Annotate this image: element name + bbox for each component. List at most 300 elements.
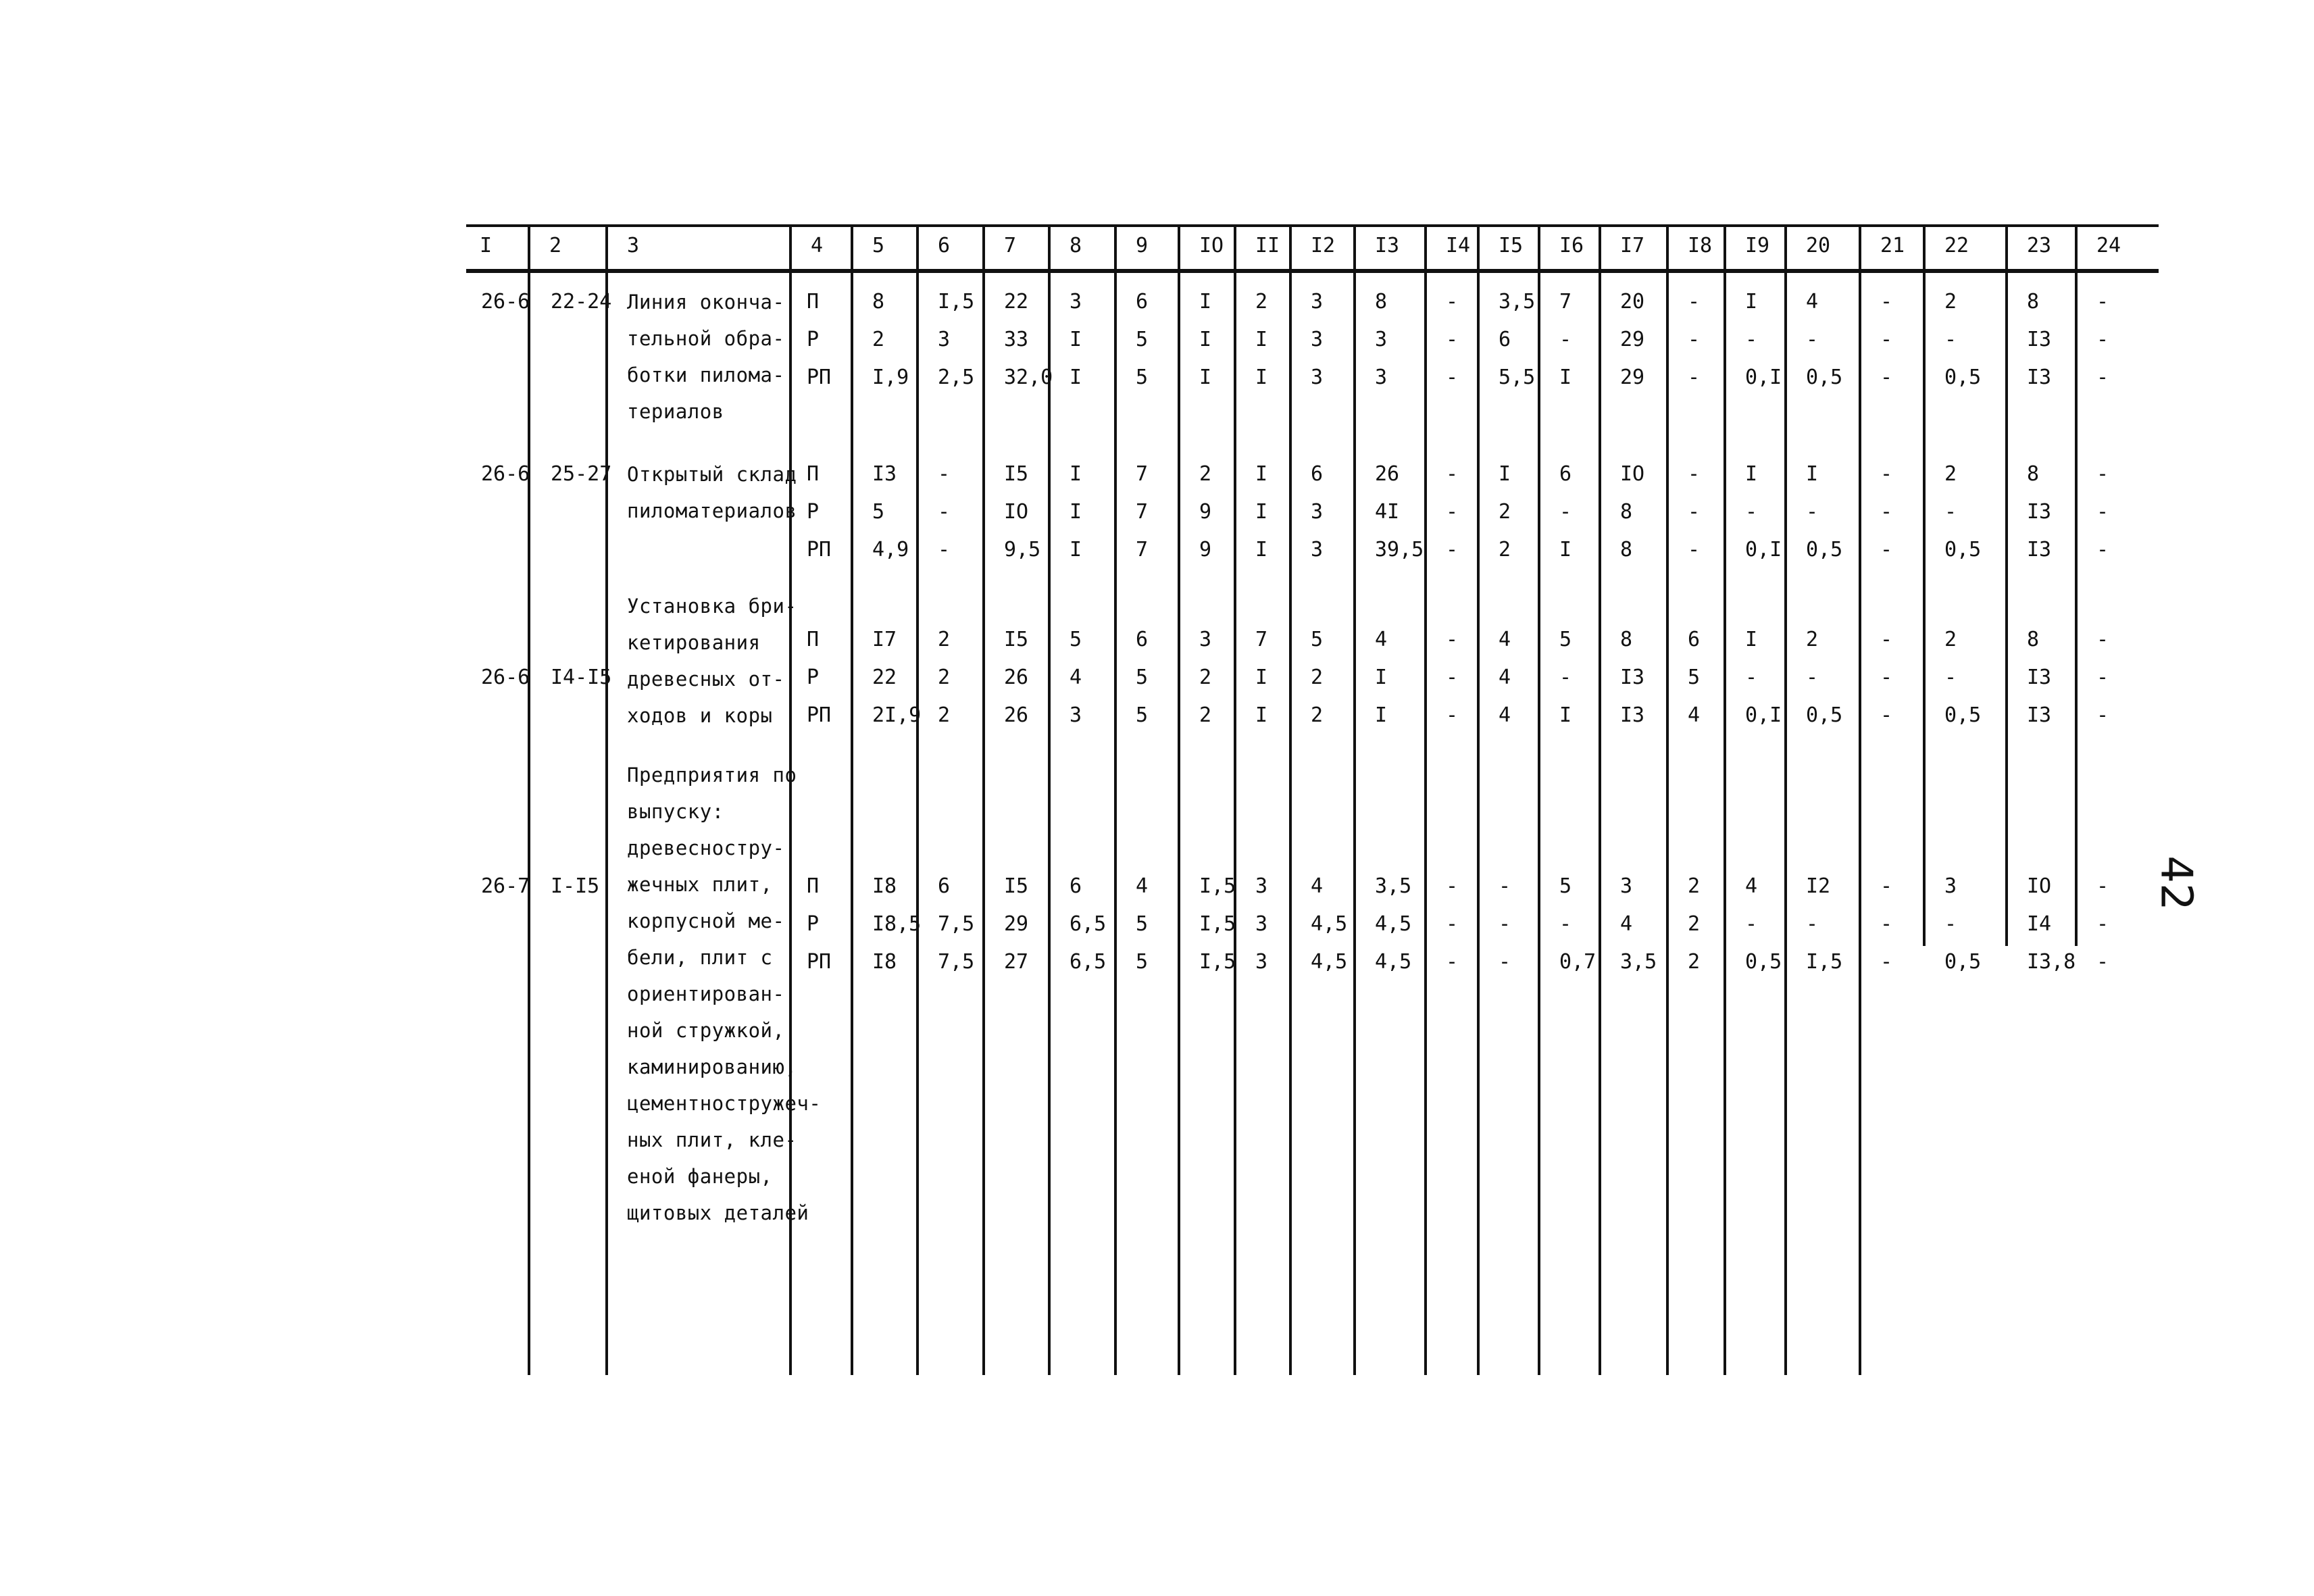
table-cell: -	[1446, 366, 1459, 389]
table-cell: 2I,9	[872, 703, 922, 727]
table-cell: I,5	[1199, 950, 1236, 974]
table-cell: -	[1446, 290, 1459, 314]
table-cell: I3	[1620, 703, 1645, 727]
table-cell: 33	[1004, 328, 1029, 351]
table-top-rule	[466, 224, 2159, 227]
table-cell: 3	[1311, 290, 1324, 314]
description-line: тельной обра-	[627, 327, 785, 350]
table-cell: I5	[1004, 874, 1029, 898]
table-cell: 2	[1199, 462, 1212, 486]
table-cell: -	[1688, 366, 1701, 389]
table-cell: 2,5	[938, 366, 975, 389]
description-line: Линия оконча-	[627, 291, 785, 314]
table-cell: -	[1880, 462, 1893, 486]
table-cell: 6	[1499, 328, 1511, 351]
column-header-3: 3	[627, 234, 640, 257]
column-divider	[1424, 224, 1427, 1375]
row-type: Р	[807, 500, 820, 524]
table-cell: 5	[1136, 703, 1149, 727]
column-divider	[2075, 224, 2078, 946]
table-cell: -	[2096, 538, 2109, 562]
table-cell: 3	[1311, 328, 1324, 351]
table-cell: I7	[872, 628, 897, 651]
table-cell: I	[1199, 366, 1212, 389]
header-bottom-rule	[466, 269, 2159, 273]
table-cell: -	[1446, 874, 1459, 898]
table-cell: 4	[1688, 703, 1701, 727]
table-cell: -	[1880, 290, 1893, 314]
group-range: 22-24	[551, 290, 612, 314]
table-cell: -	[1880, 628, 1893, 651]
table-cell: -	[2096, 912, 2109, 936]
table-cell: 9	[1199, 500, 1212, 524]
description-line: цементностружеч-	[627, 1092, 822, 1115]
table-cell: I3	[2027, 500, 2052, 524]
table-cell: 4	[1620, 912, 1633, 936]
description-line: ходов и коры	[627, 704, 773, 727]
table-cell: 39,5	[1375, 538, 1424, 562]
table-cell: -	[1559, 500, 1572, 524]
table-cell: I	[1255, 462, 1268, 486]
table-cell: IO	[2027, 874, 2052, 898]
table-cell: -	[1745, 500, 1758, 524]
description-line: Открытый склад	[627, 463, 797, 486]
table-cell: 20	[1620, 290, 1645, 314]
table-cell: 5	[1136, 666, 1149, 689]
table-cell: 3	[1070, 703, 1082, 727]
table-cell: -	[1688, 538, 1701, 562]
table-cell: 2	[1311, 703, 1324, 727]
table-cell: I3	[872, 462, 897, 486]
table-cell: I5	[1004, 628, 1029, 651]
table-cell: 22	[1004, 290, 1029, 314]
table-cell: 6,5	[1070, 950, 1107, 974]
table-cell: 4,9	[872, 538, 909, 562]
table-cell: -	[2096, 462, 2109, 486]
table-cell: 8	[872, 290, 885, 314]
table-cell: 4	[1499, 666, 1511, 689]
column-divider	[1724, 224, 1726, 1375]
column-divider	[528, 224, 530, 1375]
table-cell: 2	[1688, 874, 1701, 898]
table-cell: -	[1446, 462, 1459, 486]
row-type: Р	[807, 912, 820, 936]
table-cell: -	[1880, 666, 1893, 689]
table-cell: 6	[1311, 462, 1324, 486]
table-cell: -	[1446, 628, 1459, 651]
table-cell: 4	[1311, 874, 1324, 898]
table-cell: 3	[1375, 366, 1388, 389]
table-cell: 2	[872, 328, 885, 351]
table-cell: 4	[1745, 874, 1758, 898]
table-cell: I	[1559, 703, 1572, 727]
column-divider	[2005, 224, 2008, 946]
table-cell: -	[1745, 666, 1758, 689]
table-cell: 2	[1255, 290, 1268, 314]
table-cell: I	[1070, 500, 1082, 524]
column-divider	[1538, 224, 1540, 1375]
column-header-6: 6	[938, 234, 951, 257]
column-header-1: I	[480, 234, 493, 257]
table-cell: 8	[2027, 290, 2040, 314]
table-cell: I	[1199, 328, 1212, 351]
column-header-22: 22	[1944, 234, 1969, 257]
table-cell: -	[1806, 328, 1819, 351]
table-cell: IO	[1620, 462, 1645, 486]
table-cell: 6	[1136, 628, 1149, 651]
table-cell: I	[1255, 328, 1268, 351]
description-line: древесностру-	[627, 837, 785, 859]
table-cell: I	[1559, 366, 1572, 389]
table-cell: I8	[872, 950, 897, 974]
column-header-21: 21	[1880, 234, 1905, 257]
table-cell: 7	[1255, 628, 1268, 651]
description-line: пиломатериалов	[627, 499, 797, 522]
table-cell: -	[938, 462, 951, 486]
table-cell: -	[1446, 912, 1459, 936]
table-cell: -	[2096, 666, 2109, 689]
table-cell: 3	[1255, 912, 1268, 936]
table-cell: 29	[1620, 366, 1645, 389]
table-cell: 0,5	[1944, 538, 1982, 562]
table-cell: 8	[2027, 628, 2040, 651]
table-cell: 7	[1136, 500, 1149, 524]
column-divider	[1353, 224, 1356, 1375]
description-line: щитовых деталей	[627, 1201, 809, 1224]
table-cell: -	[2096, 628, 2109, 651]
table-cell: -	[1880, 366, 1893, 389]
table-cell: -	[1688, 462, 1701, 486]
table-cell: I	[1745, 290, 1758, 314]
table-cell: 2	[1499, 500, 1511, 524]
table-cell: 2	[1944, 628, 1957, 651]
table-cell: 0,5	[1944, 366, 1982, 389]
column-divider	[1599, 224, 1601, 1375]
table-cell: 8	[1620, 500, 1633, 524]
table-cell: 26	[1004, 703, 1029, 727]
description-line: корпусной ме-	[627, 909, 785, 932]
table-cell: 6	[938, 874, 951, 898]
table-cell: 7,5	[938, 912, 975, 936]
table-cell: I	[1745, 462, 1758, 486]
table-cell: 3	[938, 328, 951, 351]
table-cell: I	[1255, 666, 1268, 689]
table-cell: -	[1880, 328, 1893, 351]
column-header-23: 23	[2027, 234, 2052, 257]
table-cell: 6	[1136, 290, 1149, 314]
column-header-4: 4	[811, 234, 824, 257]
table-cell: I,5	[1199, 912, 1236, 936]
table-cell: 0,5	[1806, 366, 1843, 389]
table-cell: I3	[2027, 366, 2052, 389]
table-cell: 2	[1199, 666, 1212, 689]
column-header-16: I6	[1559, 234, 1584, 257]
table-cell: 2	[938, 628, 951, 651]
table-cell: 5	[1070, 628, 1082, 651]
table-cell: -	[1446, 703, 1459, 727]
table-cell: -	[1688, 328, 1701, 351]
table-cell: 2	[1688, 950, 1701, 974]
description-line: каминированию,	[627, 1055, 797, 1078]
table-cell: 6	[1688, 628, 1701, 651]
table-cell: 0,7	[1559, 950, 1596, 974]
table-cell: I	[1255, 366, 1268, 389]
table-cell: I	[1559, 538, 1572, 562]
column-header-9: 9	[1136, 234, 1149, 257]
table-cell: 4,5	[1375, 912, 1412, 936]
table-cell: -	[1499, 874, 1511, 898]
table-cell: I	[1070, 538, 1082, 562]
table-cell: I8,5	[872, 912, 922, 936]
row-type: П	[807, 628, 820, 651]
table-cell: 2	[938, 703, 951, 727]
table-cell: I3	[2027, 703, 2052, 727]
description-line: еной фанеры,	[627, 1165, 773, 1188]
group-range: 25-27	[551, 462, 612, 486]
table-cell: -	[2096, 950, 2109, 974]
row-type: Р	[807, 328, 820, 351]
table-cell: 5	[1559, 628, 1572, 651]
table-cell: 5	[1136, 912, 1149, 936]
table-cell: 5	[1136, 950, 1149, 974]
description-line: выпуску:	[627, 800, 724, 823]
table-cell: -	[1499, 950, 1511, 974]
table-cell: 3	[1311, 538, 1324, 562]
table-cell: 2	[1499, 538, 1511, 562]
table-cell: 22	[872, 666, 897, 689]
column-divider	[1666, 224, 1669, 1375]
table-cell: 9	[1199, 538, 1212, 562]
description-line: ных плит, кле-	[627, 1128, 797, 1151]
row-type: П	[807, 874, 820, 898]
column-header-13: I3	[1375, 234, 1400, 257]
table-cell: I3	[2027, 538, 2052, 562]
table-cell: -	[2096, 703, 2109, 727]
table-cell: 4,5	[1375, 950, 1412, 974]
column-divider	[1923, 224, 1926, 946]
column-header-17: I7	[1620, 234, 1645, 257]
column-divider	[1859, 224, 1861, 1375]
table-cell: -	[1446, 950, 1459, 974]
description-line: жечных плит,	[627, 873, 773, 896]
table-cell: -	[2096, 328, 2109, 351]
table-cell: 3	[1944, 874, 1957, 898]
column-header-10: IO	[1199, 234, 1224, 257]
table-cell: 0,I	[1745, 538, 1782, 562]
column-header-5: 5	[872, 234, 885, 257]
description-line: древесных от-	[627, 668, 785, 691]
table-cell: 3	[1255, 950, 1268, 974]
table-cell: 3,5	[1499, 290, 1536, 314]
table-cell: 4	[1070, 666, 1082, 689]
table-cell: I,5	[1806, 950, 1843, 974]
column-divider	[605, 224, 608, 1375]
group-code: 26-6	[481, 290, 530, 314]
table-cell: 4,5	[1311, 950, 1348, 974]
table-cell: 2	[1199, 703, 1212, 727]
table-cell: -	[1688, 290, 1701, 314]
table-cell: 0,I	[1745, 703, 1782, 727]
table-cell: I2	[1806, 874, 1831, 898]
column-divider	[1784, 224, 1787, 1375]
table-cell: 4	[1375, 628, 1388, 651]
table-cell: 7	[1559, 290, 1572, 314]
column-divider	[916, 224, 919, 1375]
table-cell: 4,5	[1311, 912, 1348, 936]
table-cell: I,5	[1199, 874, 1236, 898]
table-cell: I8	[872, 874, 897, 898]
table-cell: 4	[1499, 628, 1511, 651]
table-cell: 7	[1136, 538, 1149, 562]
table-cell: -	[1688, 500, 1701, 524]
table-cell: 26	[1375, 462, 1400, 486]
row-type: РП	[807, 703, 832, 727]
table-cell: -	[1880, 950, 1893, 974]
table-cell: 5	[872, 500, 885, 524]
table-cell: 8	[1620, 628, 1633, 651]
table-cell: 3	[1070, 290, 1082, 314]
table-cell: 6	[1070, 874, 1082, 898]
table-cell: 3,5	[1375, 874, 1412, 898]
table-cell: I3	[2027, 328, 2052, 351]
column-header-7: 7	[1004, 234, 1017, 257]
table-cell: 3	[1199, 628, 1212, 651]
column-header-19: I9	[1745, 234, 1770, 257]
table-cell: I3	[1620, 666, 1645, 689]
table-cell: I,5	[938, 290, 975, 314]
table-cell: 6	[1559, 462, 1572, 486]
table-cell: I	[1375, 703, 1388, 727]
table-cell: -	[1745, 328, 1758, 351]
description-line: териалов	[627, 400, 724, 423]
table-cell: 0,5	[1944, 950, 1982, 974]
column-divider	[982, 224, 985, 1375]
table-cell: -	[1446, 328, 1459, 351]
table-cell: 3	[1311, 500, 1324, 524]
table-cell: -	[1944, 912, 1957, 936]
table-cell: -	[1880, 703, 1893, 727]
row-type: РП	[807, 950, 832, 974]
column-header-2: 2	[549, 234, 562, 257]
group-code: 26-7	[481, 874, 530, 898]
table-cell: 32,0	[1004, 366, 1053, 389]
page-number: 42	[2150, 855, 2201, 911]
table-cell: I	[1745, 628, 1758, 651]
table-cell: 5,5	[1499, 366, 1536, 389]
table-cell: 0,5	[1806, 538, 1843, 562]
table-cell: -	[1559, 912, 1572, 936]
column-divider	[1178, 224, 1180, 1375]
table-cell: I	[1255, 538, 1268, 562]
table-cell: I	[1255, 500, 1268, 524]
group-code: 26-6	[481, 666, 530, 689]
description-line: ориентирован-	[627, 982, 785, 1005]
table-cell: -	[1745, 912, 1758, 936]
column-divider	[1477, 224, 1480, 1375]
column-header-8: 8	[1070, 234, 1082, 257]
table-cell: 5	[1688, 666, 1701, 689]
table-cell: I	[1499, 462, 1511, 486]
table-cell: 3,5	[1620, 950, 1657, 974]
group-code: 26-6	[481, 462, 530, 486]
group-range: I-I5	[551, 874, 600, 898]
table-cell: I	[1070, 462, 1082, 486]
table-cell: -	[1944, 500, 1957, 524]
table-cell: 2	[938, 666, 951, 689]
table-cell: 2	[1944, 462, 1957, 486]
table-cell: 8	[1620, 538, 1633, 562]
table-cell: 3	[1311, 366, 1324, 389]
table-cell: -	[1880, 538, 1893, 562]
table-cell: 7,5	[938, 950, 975, 974]
table-cell: 2	[1688, 912, 1701, 936]
table-cell: I	[1255, 703, 1268, 727]
table-cell: 29	[1004, 912, 1029, 936]
description-line: бели, плит с	[627, 946, 773, 969]
table-cell: -	[1944, 666, 1957, 689]
table-cell: -	[1880, 912, 1893, 936]
column-header-20: 20	[1806, 234, 1831, 257]
table-cell: -	[1806, 912, 1819, 936]
column-header-14: I4	[1446, 234, 1471, 257]
table-cell: -	[1559, 328, 1572, 351]
table-cell: 4	[1136, 874, 1149, 898]
row-type: РП	[807, 538, 832, 562]
table-cell: 3	[1620, 874, 1633, 898]
table-cell: 4I	[1375, 500, 1400, 524]
table-cell: 5	[1559, 874, 1572, 898]
table-cell: -	[1806, 500, 1819, 524]
table-cell: 26	[1004, 666, 1029, 689]
table-cell: 9,5	[1004, 538, 1041, 562]
table-cell: -	[2096, 290, 2109, 314]
table-cell: -	[2096, 500, 2109, 524]
table-cell: -	[1806, 666, 1819, 689]
description-line: ботки пилома-	[627, 364, 785, 386]
column-header-24: 24	[2096, 234, 2121, 257]
table-cell: 3	[1375, 328, 1388, 351]
column-header-18: I8	[1688, 234, 1713, 257]
row-type: П	[807, 462, 820, 486]
table-cell: I	[1199, 290, 1212, 314]
table-cell: 27	[1004, 950, 1029, 974]
column-divider	[1048, 224, 1051, 1375]
table-cell: -	[1446, 538, 1459, 562]
description-line: Установка бри-	[627, 595, 797, 618]
table-cell: 5	[1311, 628, 1324, 651]
description-line: ной стружкой,	[627, 1019, 785, 1042]
description-line: кетирования	[627, 631, 761, 654]
column-divider	[851, 224, 853, 1375]
column-header-15: I5	[1499, 234, 1524, 257]
column-divider	[1234, 224, 1236, 1375]
table-cell: 0,5	[1806, 703, 1843, 727]
table-cell: 4	[1499, 703, 1511, 727]
table-cell: -	[2096, 874, 2109, 898]
table-cell: 0,5	[1944, 703, 1982, 727]
table-cell: I3,8	[2027, 950, 2076, 974]
table-cell: -	[2096, 366, 2109, 389]
column-divider	[1289, 224, 1292, 1375]
table-cell: -	[1499, 912, 1511, 936]
table-cell: I,9	[872, 366, 909, 389]
table-cell: -	[1446, 500, 1459, 524]
group-range: I4-I5	[551, 666, 612, 689]
table-cell: I	[1070, 366, 1082, 389]
table-cell: -	[938, 500, 951, 524]
table-cell: IO	[1004, 500, 1029, 524]
table-cell: 2	[1311, 666, 1324, 689]
